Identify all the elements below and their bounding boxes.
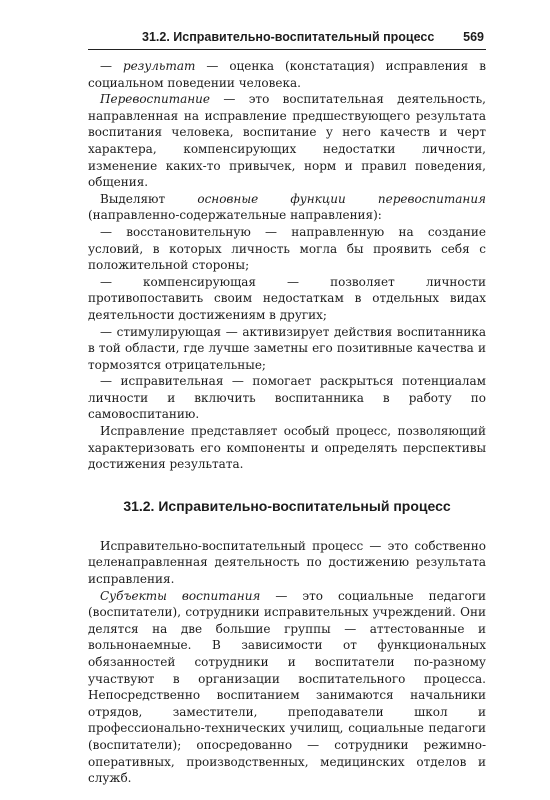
paragraph-text: Выделяют xyxy=(100,191,198,206)
term-reeducation: Перевоспитание xyxy=(100,92,211,107)
running-header-title: 31.2. Исправительно-воспитательный процесс xyxy=(142,30,435,44)
paragraph-process-definition: Исправительно-воспитательный процесс — это собственно целенаправленная деятельность по достижению результата исправления. xyxy=(88,538,486,587)
list-item-compensating: — компенсирующая — позволяет личности противопоставить своим недостаткам в отдельных видах деятельности достижениям в других; xyxy=(88,274,486,322)
term-result: результат xyxy=(122,59,196,73)
list-item-corrective: — исправительная — помогает раскрыться потенциалам личности и включить воспитанника в работу по самовоспитанию. xyxy=(88,374,486,422)
dash: — xyxy=(100,59,123,73)
section-heading: 31.2. Исправительно-воспитательный процесс xyxy=(123,497,451,514)
paragraph-functions-intro xyxy=(88,191,486,224)
paragraph-result xyxy=(88,58,486,91)
term-functions: основные функции перевоспитания xyxy=(197,191,486,206)
section-text-block xyxy=(88,538,486,787)
paragraph-text: (направленно-содержательные направления): xyxy=(88,208,382,223)
paragraph-text: — это социальные педагоги (воспитатели), сотрудники исправительных учреждений. Они делятся на две большие группы — аттестованные и вольнонаемные. В зависимости от функциональных обязанностей сотрудники и воспитатели по-разному участвуют в организации воспитательного процесса. Непосредственно воспитанием занимаются начальники отрядов, заместители, преподаватели школ и профессионально-технических училищ, социальные педагоги (воспитатели); опосредованно — сотрудники режимно-оперативных, производственных, медицинских отделов и служб. xyxy=(88,588,487,786)
paragraph-subjects xyxy=(88,588,486,787)
top-text-block xyxy=(88,58,486,473)
list-item-stimulating: — стимулирующая — активизирует действия воспитанника в той области, где лучше заметны его позитивные качества и тормозятся отрицательные; xyxy=(88,324,486,372)
paragraph-text: — это воспитательная деятельность, направленная на исправление предшествующего результата воспитания человека, воспитание у него качеств и черт характера, компенсирующих недостатки личности, изменение каких-то привычек, норм и правил поведения, общения. xyxy=(88,92,486,190)
paragraph-reeducation xyxy=(88,91,486,191)
paragraph-text: — оценка (констатация) исправления в социальном поведении человека. xyxy=(88,59,486,90)
term-subjects: Субъекты воспитания xyxy=(100,588,261,603)
list-item-restorative: — восстановительную — направленную на создание условий, в которых личность могла бы проявить себя с положительной стороны; xyxy=(88,224,486,273)
running-header xyxy=(88,30,486,50)
book-page xyxy=(88,30,486,787)
page-number: 569 xyxy=(463,30,484,44)
paragraph-correction: Исправление представляет особый процесс, позволяющий характеризовать его компоненты и определять перспективы достижения результата. xyxy=(88,424,486,472)
